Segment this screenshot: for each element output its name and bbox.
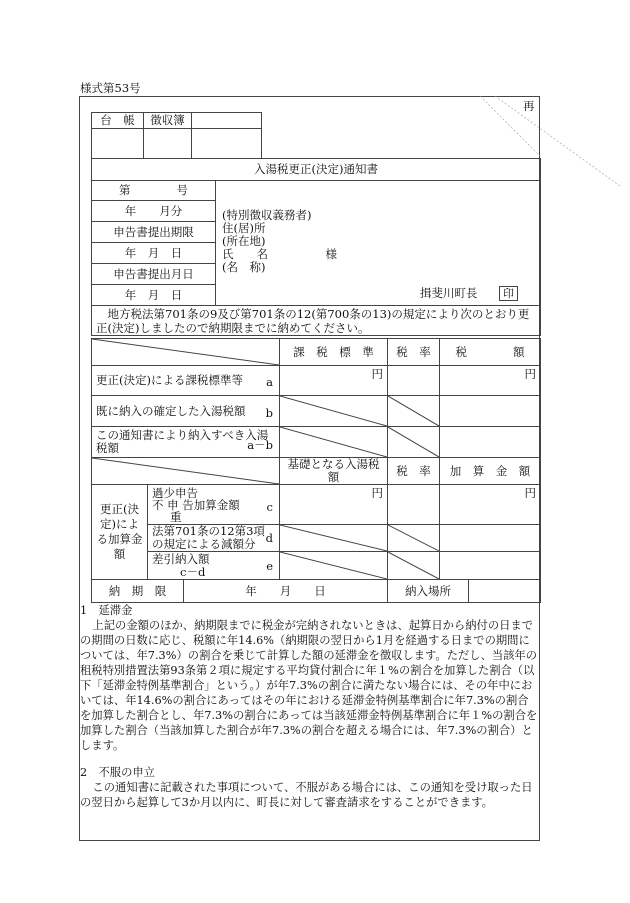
row-a-tag: a xyxy=(266,375,273,389)
unit-yen: 円 xyxy=(524,486,536,500)
row-net-rate-slashed xyxy=(388,427,440,458)
row-c-line1: 過少申告 xyxy=(152,485,198,500)
row-c-line3: 重 xyxy=(170,509,182,524)
seal-mark: 印 xyxy=(499,286,518,301)
addressee-block xyxy=(216,181,541,306)
collection-book-label: 徴収簿 xyxy=(144,113,192,129)
note1-title: 1 延滞金 xyxy=(80,604,133,617)
row-d-base-slashed xyxy=(280,525,388,552)
row-b-amount[interactable] xyxy=(440,396,541,427)
name-label: 氏 名 様 xyxy=(222,247,337,261)
row-a-label xyxy=(92,366,280,396)
form-number: 様式第53号 xyxy=(80,81,141,95)
period-field[interactable]: 年 月分 xyxy=(92,201,216,222)
note2-body: この通知書に記載された事項について、不服がある場合には、この通知を受け取った日の翌日から起算して3か月以内に、町長に対して審査請求をすることができます。 xyxy=(80,781,533,809)
row-d-line2: の規定による減額分 xyxy=(152,537,256,551)
row-d-rate-slashed xyxy=(388,525,440,552)
col-base-tax: 基礎となる入湯税額 xyxy=(280,458,388,485)
row-b-label xyxy=(92,396,280,427)
deadline-date-field[interactable]: 年 月 日 xyxy=(92,243,216,264)
row-b-base-slashed xyxy=(280,396,388,427)
document-title: 入湯税更正(決定)通知書 xyxy=(92,159,541,181)
row-c-amount[interactable] xyxy=(440,485,541,525)
unit-yen: 円 xyxy=(371,486,383,500)
row-e-label xyxy=(148,552,280,580)
issuer: 揖斐川町長 xyxy=(419,286,478,300)
deadline-row-label: 納 期 限 xyxy=(92,580,184,603)
col-penalty-amount: 加 算 金 額 xyxy=(440,458,541,485)
ledger-table xyxy=(91,112,262,159)
row-a-rate[interactable] xyxy=(388,366,440,396)
address-label: 住(居)所 xyxy=(222,221,266,235)
row-d-line1: 法第701条の12第3項 xyxy=(152,524,265,538)
submitted-date-field[interactable]: 年 月 日 xyxy=(92,285,216,306)
number-field[interactable]: 第 号 xyxy=(92,181,216,201)
notes-spacer xyxy=(80,753,538,765)
row-b-text: 既に納入の確定した入湯税額 xyxy=(96,403,246,418)
row-e-line1: 差引納入額 xyxy=(152,551,210,566)
row-b-rate-slashed xyxy=(388,396,440,427)
collection-book-cell[interactable] xyxy=(144,129,192,159)
deadline-table xyxy=(91,579,541,603)
unit-yen: 円 xyxy=(524,367,536,381)
row-net-text: この通知書により納入すべき入湯税額 xyxy=(96,428,269,455)
ledger-label: 台 帳 xyxy=(92,113,144,129)
row-e-base-slashed xyxy=(280,552,388,580)
note1-body: 上記の金額のほか、納期限までに税金が完納されないときは、起算日から納付の日までの期間の日数に応じ、税額に年14.6%（納期限の翌日から1月を経過する日までの期間については、年7.3%）の割合を乗じて計算した額の延滞金を徴収します。ただし、当該年の租税特別措置法第93条第２項に規定する平均貸付割合に年１%の割合を加算した割合（以下「延滞金特例基準割合」という。）が年7.3%の割合に満たない場合には、その年中においては、年14.6%の割合にあってはその年における延滞金特例基準割合に年7.3%の割合を加算した割合とし、年7.3%の割合にあっては当該延滞金特例基準割合に年１%の割合を加算した割合（当該加算した割合が年7.3%の割合を超える場合には、年7.3%の割合）とします。 xyxy=(80,619,538,752)
name-alt-label: (名 称) xyxy=(222,260,266,274)
header-table xyxy=(91,158,541,336)
penalty-table xyxy=(91,457,541,580)
note2-title: 2 不服の申立 xyxy=(80,766,155,779)
payment-place-field[interactable] xyxy=(469,580,541,603)
location-label: (所在地) xyxy=(222,234,266,248)
row-b-tag: b xyxy=(265,406,273,420)
row-net-base-slashed xyxy=(280,427,388,458)
row-d-tag: d xyxy=(265,531,273,545)
col-tax-amount: 税 額 xyxy=(440,339,541,366)
submitted-label: 申告書提出月日 xyxy=(92,264,216,285)
row-a-amount[interactable] xyxy=(440,366,541,396)
row-c-base[interactable] xyxy=(280,485,388,525)
row-e-tag: e xyxy=(266,559,273,573)
deadline-label: 申告書提出期限 xyxy=(92,222,216,243)
notice-text: 地方税法第701条の9及び第701条の12(第700条の13)の規定により次のとおり更正(決定)しましたので納期限までに納めてください。 xyxy=(92,306,541,336)
col-tax-rate: 税 率 xyxy=(388,339,440,366)
row-net-label xyxy=(92,427,280,458)
corner-mark: 再 xyxy=(523,99,535,113)
notes-section xyxy=(80,603,538,810)
col-rate: 税 率 xyxy=(388,458,440,485)
unit-yen: 円 xyxy=(371,367,383,381)
col-tax-base: 課 税 標 準 xyxy=(280,339,388,366)
ledger-cell[interactable] xyxy=(92,129,144,159)
row-c-rate[interactable] xyxy=(388,485,440,525)
row-e-line2: c－d xyxy=(180,564,206,579)
penalty-group-label: 更正(決定)による加算金額 xyxy=(92,485,148,580)
collector-role: (特別徴収義務者) xyxy=(222,208,312,222)
row-net-amount[interactable] xyxy=(440,427,541,458)
ledger-blank xyxy=(192,113,262,129)
row-a-text: 更正(決定)による課税標準等 xyxy=(96,373,243,387)
row-e-amount[interactable] xyxy=(440,552,541,580)
row-c-label xyxy=(148,485,280,525)
payment-place-label: 納入場所 xyxy=(388,580,469,603)
table2-corner-cell xyxy=(92,458,280,485)
row-net-tag: a－b xyxy=(247,438,273,452)
ledger-cell-blank xyxy=(192,129,262,159)
table1-corner-cell xyxy=(92,339,280,366)
row-d-label xyxy=(148,525,280,552)
row-c-line2: 不 申 告加算金額 xyxy=(152,497,240,512)
row-e-rate-slashed xyxy=(388,552,440,580)
row-d-amount[interactable] xyxy=(440,525,541,552)
tax-table xyxy=(91,338,541,458)
deadline-row-date[interactable]: 年 月 日 xyxy=(184,580,388,603)
row-a-base[interactable] xyxy=(280,366,388,396)
row-c-tag: c xyxy=(266,500,273,514)
